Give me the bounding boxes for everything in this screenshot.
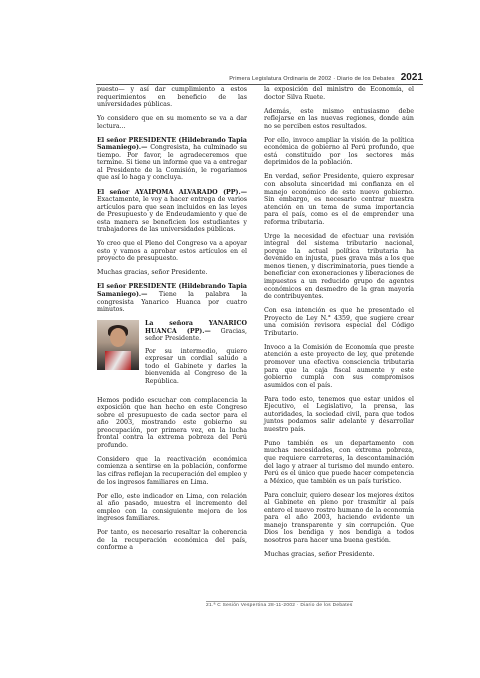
- paragraph: Para todo esto, tenemos que estar unidos el Ejecutivo, el Legislativo, la prensa, las autoridades, la sociedad civil, para que todos juntos podamos salir adelante y desarrollar nuestro país.: [264, 395, 414, 433]
- paragraph: Por ello, este indicador en Lima, con relación al año pasado, muestra el incremento del empleo con la consiguiente mejora de los ingresos familiares.: [97, 492, 247, 523]
- speech-text: Tiene la palabra la congresista Yanarico Huanca por cuatro minutos.: [97, 291, 247, 314]
- paragraph: Para concluir, quiero desear los mejores éxitos al Gabinete en pleno por trasmitir al país entero el nuevo rostro humano de la economía para el año 2003, haciendo evidente un manejo transparente y sin corrupción. Que Dios los bendiga y nos bendiga a todos nosotros para hacer una buena gestión.: [264, 491, 414, 544]
- speaker-photo: [97, 320, 139, 370]
- left-column: [97, 86, 247, 558]
- paragraph: Considero que la reactivación económica comienza a sentirse en la población, conforme las cifras reflejan la recuperación del empleo y de los ingresos familiares en Lima.: [97, 455, 247, 486]
- speech-text: Congresista, ha culminado su tiempo. Por favor, le agradeceremos que termine. Si tiene un informe que va a entregar al Presidente de la Comisión, le rogaríamos que así lo haga y concluya.: [97, 144, 247, 182]
- paragraph: Yo considero que en su momento se va a dar lectura...: [97, 115, 247, 130]
- page-header: [96, 72, 423, 85]
- paragraph: Hemos podido escuchar con complacencia la exposición que han hecho en este Congreso sobre el presupuesto de cada sector para el año 2003, mostrando este gobierno su preocupación, por primera vez, en la lucha frontal contra la extrema pobreza del Perú profundo.: [97, 396, 247, 449]
- paragraph: Muchas gracias, señor Presidente.: [97, 269, 208, 277]
- page-footer: 21.ª C Sesión Vespertina 28-11-2002 · Diario de los Debates: [206, 603, 353, 608]
- speech-text: Exactamente, le voy a hacer entrega de varios artículos para que sean incluidos en las leyes de Presupuesto y de Endeudamiento y que de esta manera se beneficien los estudiantes y trabajadores de las universidades públicas.: [97, 196, 247, 234]
- paragraph: En verdad, señor Presidente, quiero expresar con absoluta sinceridad mi confianza en el manejo económico de este nuevo gobierno. Sin embargo, es necesario centrar nuestra atención en un tema de suma importancia para el país, como es el de emprender una reforma tributaria.: [264, 173, 414, 226]
- header-text: Primera Legislatura Ordinaria de 2002 · Diario de los Debates: [229, 76, 395, 82]
- paragraph: Con esa intención es que he presentado el Proyecto de Ley N.° 4359, que sugiere crear una comisión revisora especial del Código Tributario.: [264, 307, 414, 337]
- paragraph: Urge la necesidad de efectuar una revisión integral del sistema tributario nacional, porque la actual política tributaria ha devenido en injusta, pues grava más a los que menos tienen, y discriminatoria, pues tiende a beneficiar con exoneraciones y liberaciones de impuestos a un reducido grupo de agentes económicos en desmedro de la gran mayoría de contribuyentes.: [264, 232, 414, 301]
- speaker-name: El señor PRESIDENTE (Hildebrando Tapia Samaniego).—: [97, 136, 247, 152]
- paragraph: [145, 320, 247, 343]
- paragraph: Puno también es un departamento con muchas necesidades, con extrema pobreza, que requiere carreteras, la descontaminación del lago y atraer al turismo del mundo entero. Perú es el único que puede hacer competencia a México, que también es un país turístico.: [264, 439, 414, 485]
- paragraph: Yo creo que el Pleno del Congreso va a apoyar esto y vamos a aprobar estos artículos en el proyecto de presupuesto.: [97, 240, 247, 263]
- paragraph: la exposición del ministro de Economía, el doctor Silva Ruete.: [264, 86, 414, 101]
- speaker-name: El señor PRESIDENTE (Hildebrando Tapia Samaniego).—: [97, 283, 247, 299]
- right-column: [264, 86, 414, 565]
- paragraph: Además, este mismo entusiasmo debe reflejarse en las nuevas regiones, donde aún no se perciben estos resultados.: [264, 107, 414, 130]
- photo-caption-text: [145, 320, 247, 390]
- speaker-name: El señor AYAIPOMA ALVARADO (PP).—: [97, 188, 247, 196]
- speaker-name: La señora YANARICO HUANCA (PP).—: [145, 320, 247, 335]
- page-number: 2021: [400, 72, 423, 83]
- speech-text: Gracias, señor Presidente.: [145, 327, 247, 343]
- paragraph: Invoco a la Comisión de Economía que preste atención a este proyecto de ley, que pretende promover una efectiva consciencia tributaria para que la caja fiscal aumente y este gobierno cumpla con sus compromisos asumidos con el país.: [264, 343, 414, 389]
- speaker-photo-block: [97, 320, 247, 390]
- paragraph: Muchas gracias, señor Presidente.: [264, 550, 375, 558]
- paragraph: Por tanto, es necesario resaltar la coherencia de la recuperación económica del país, conforme a: [97, 529, 247, 552]
- paragraph: [97, 137, 247, 182]
- paragraph: Por su intermedio, quiero expresar un cordial saludo a todo el Gabinete y darles la bienvenida al Congreso de la República.: [145, 347, 247, 385]
- paragraph: [97, 189, 247, 234]
- paragraph: Por ello, invoco ampliar la visión de la política económica de gobierno al Perú profundo, que está constituido por los sectores más deprimidos de la población.: [264, 136, 414, 167]
- paragraph: [97, 283, 247, 313]
- paragraph: puesto— y así dar cumplimiento a estos requerimientos en beneficio de las universidades públicas.: [97, 86, 247, 109]
